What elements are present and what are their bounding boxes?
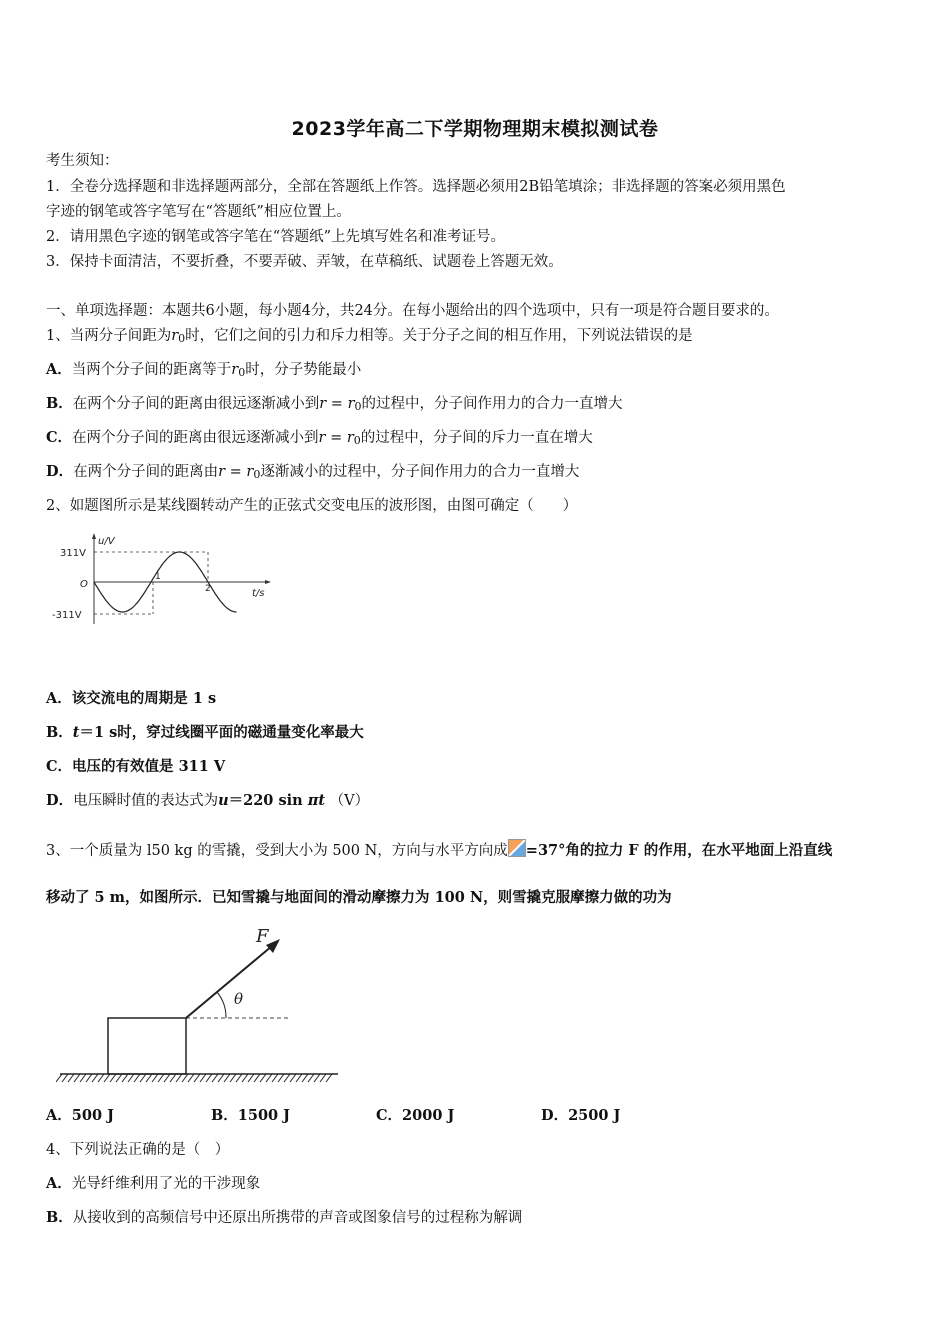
question-2-stem: 2、如题图所示是某线圈转动产生的正弦式交变电压的波形图，由图可确定（ ） <box>46 498 578 514</box>
question-2-option-b: B．t＝1 s时，穿过线圈平面的磁通量变化率最大 <box>46 724 364 741</box>
ground-hatch <box>272 1074 278 1082</box>
ground-hatch <box>242 1074 248 1082</box>
question-3-stem: 3、一个质量为 l50 kg 的雪撬，受到大小为 500 N，方向与水平方向成 =37°角的拉力 F 的作用，在水平地面上沿直线 <box>46 839 832 860</box>
notice-item: 2．请用黑色字迹的钢笔或答字笔在“答题纸”上先填写姓名和准考证号。 <box>46 229 506 245</box>
ground-hatch <box>182 1074 188 1082</box>
ground-hatch <box>302 1074 308 1082</box>
ground-hatch <box>206 1074 212 1082</box>
question-1-stem: 1、当两分子间距为r0时，它们之间的引力和斥力相等。关于分子之间的相互作用，下列说法错误的是 <box>46 328 693 345</box>
ground-hatch <box>296 1074 302 1082</box>
ground-hatch <box>254 1074 260 1082</box>
question-1-option-c: C．在两个分子间的距离由很远逐渐减小到r = r0的过程中，分子间的斥力一直在增大 <box>46 429 593 447</box>
notice-item: 字迹的钢笔或答字笔写在“答题纸”相应位置上。 <box>46 204 351 220</box>
question-1-option-a: A．当两个分子间的距离等于r0时，分子势能最小 <box>46 361 362 379</box>
ground-hatch <box>128 1074 134 1082</box>
ground-hatch <box>278 1074 284 1082</box>
ground-hatch <box>140 1074 146 1082</box>
question-3-option-a: A．500 J <box>46 1107 114 1124</box>
ground-hatch <box>134 1074 140 1082</box>
ground-hatch <box>152 1074 158 1082</box>
tick-1-label: 1 <box>155 572 161 582</box>
ground-hatch <box>56 1074 62 1082</box>
question-3-stem-line2: 移动了 5 m，如图所示．已知雪撬与地面间的滑动摩擦力为 100 N，则雪撬克服摩擦力做的功为 <box>46 889 672 906</box>
y-max-label: 311V <box>60 548 86 559</box>
origin-label: O <box>80 579 88 590</box>
ground-hatch <box>104 1074 110 1082</box>
ground-hatch <box>236 1074 242 1082</box>
ground-hatch <box>80 1074 86 1082</box>
sled-block <box>108 1018 186 1074</box>
ground-hatch <box>68 1074 74 1082</box>
ground-hatch <box>98 1074 104 1082</box>
y-min-label: -311V <box>52 610 82 621</box>
sine-wave-graph <box>46 530 276 630</box>
ground-hatch <box>248 1074 254 1082</box>
ground-hatch <box>86 1074 92 1082</box>
ground-hatch <box>62 1074 68 1082</box>
ground-hatch <box>230 1074 236 1082</box>
question-4-stem: 4、下列说法正确的是（ ） <box>46 1142 230 1158</box>
ground-hatch <box>224 1074 230 1082</box>
ground-hatch <box>176 1074 182 1082</box>
notice-item: 1．全卷分选择题和非选择题两部分，全部在答题纸上作答。选择题必须用2B铅笔填涂；非选择题的答案必须用黑色 <box>46 179 786 195</box>
ground-hatch <box>320 1074 326 1082</box>
question-4-option-a: A．光导纤维利用了光的干涉现象 <box>46 1175 261 1192</box>
notice-heading: 考生须知： <box>46 153 119 169</box>
question-2-option-a: A．该交流电的周期是 1 s <box>46 690 217 707</box>
ground-hatch <box>326 1074 332 1082</box>
ground-hatch <box>164 1074 170 1082</box>
ground-hatch <box>284 1074 290 1082</box>
ground-hatch <box>308 1074 314 1082</box>
ground-hatch <box>92 1074 98 1082</box>
sled-force-diagram <box>56 920 346 1090</box>
angle-label: θ <box>234 990 244 1008</box>
ground-hatch <box>218 1074 224 1082</box>
force-label: F <box>256 926 269 947</box>
x-axis-label: t/s <box>252 588 265 599</box>
ground-hatch <box>260 1074 266 1082</box>
ground-hatch <box>74 1074 80 1082</box>
question-1-option-d: D．在两个分子间的距离由r = r0逐渐减小的过程中，分子间作用力的合力一直增大 <box>46 463 580 481</box>
question-3-option-b: B．1500 J <box>211 1107 291 1124</box>
ground-hatch <box>170 1074 176 1082</box>
question-2-option-d: D．电压瞬时值的表达式为u＝220 sin πt （V） <box>46 792 370 809</box>
ground-hatch <box>158 1074 164 1082</box>
question-3-option-d: D．2500 J <box>541 1107 621 1124</box>
y-axis-label: u/V <box>98 536 115 547</box>
ground-hatch <box>110 1074 116 1082</box>
force-arrow <box>186 946 272 1018</box>
ground-hatch <box>146 1074 152 1082</box>
question-1-option-b: B．在两个分子间的距离由很远逐渐减小到r = r0的过程中，分子间作用力的合力一直增大 <box>46 395 623 413</box>
section-heading: 一、单项选择题：本题共6小题，每小题4分，共24分。在每小题给出的四个选项中，只有一项是符合题目要求的。 <box>46 303 779 319</box>
question-3-choices <box>46 1107 620 1125</box>
ground-hatch <box>116 1074 122 1082</box>
ground-hatch <box>212 1074 218 1082</box>
r0-symbol: r0 <box>171 328 186 345</box>
ground-hatch <box>290 1074 296 1082</box>
ground-hatch <box>200 1074 206 1082</box>
tick-2-label: 2 <box>205 584 211 594</box>
ground-hatch <box>314 1074 320 1082</box>
angle-arc <box>217 992 226 1018</box>
page-title: 2023学年高二下学期物理期末模拟测试卷 <box>291 118 659 140</box>
ground-hatch <box>266 1074 272 1082</box>
notice-item: 3．保持卡面清洁，不要折叠，不要弄破、弄皱，在草稿纸、试题卷上答题无效。 <box>46 254 563 270</box>
question-4-option-b: B．从接收到的高频信号中还原出所携带的声音或图象信号的过程称为解调 <box>46 1209 523 1226</box>
ground-hatch <box>194 1074 200 1082</box>
question-2-option-c: C．电压的有效值是 311 V <box>46 758 226 775</box>
ground-hatch <box>122 1074 128 1082</box>
ground-hatch <box>188 1074 194 1082</box>
angle-symbol-icon <box>508 839 526 857</box>
question-3-option-c: C．2000 J <box>376 1107 455 1124</box>
